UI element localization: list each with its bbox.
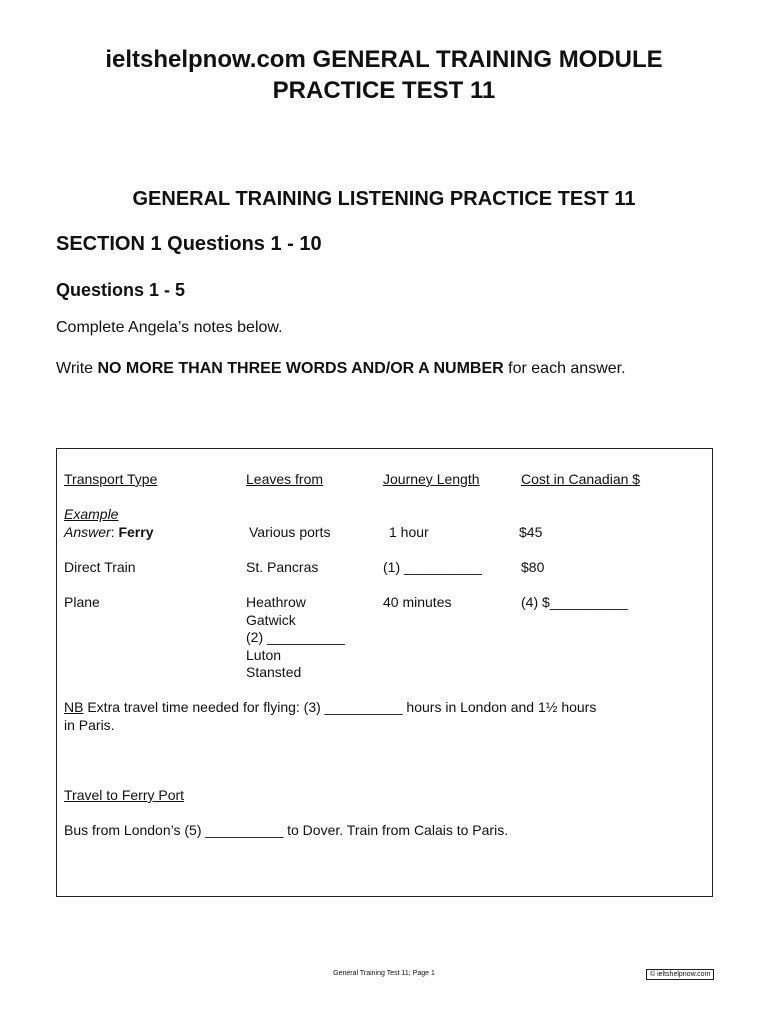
plane-cost-gap-4: (4) $__________	[521, 594, 628, 610]
example-cost: $45	[519, 524, 543, 540]
example-leaves: Various ports	[249, 524, 331, 540]
header-cost: Cost in Canadian $	[521, 471, 641, 487]
example-answer	[64, 524, 154, 542]
word-limit-emphasis: NO MORE THAN THREE WORDS AND/OR A NUMBER	[97, 360, 504, 377]
direct-train-type: Direct Train	[64, 559, 136, 575]
copyright-badge: © ieltshelpnow.com	[646, 969, 714, 980]
plane-airport-stansted: Stansted	[246, 664, 302, 680]
header-leaves-from: Leaves from	[246, 471, 324, 487]
header-transport-type: Transport Type	[64, 471, 158, 487]
instruction-word-limit	[56, 360, 626, 378]
notes-box	[56, 448, 713, 897]
test-subtitle: GENERAL TRAINING LISTENING PRACTICE TEST 11	[132, 188, 636, 210]
document-title-line2: PRACTICE TEST 11	[272, 77, 496, 104]
questions-subheading: Questions 1 - 5	[56, 280, 186, 300]
direct-train-leaves: St. Pancras	[246, 559, 319, 575]
nb-label: NB	[64, 699, 84, 715]
example-length: 1 hour	[389, 524, 429, 540]
nb-text-continued: in Paris.	[64, 716, 115, 733]
plane-type: Plane	[64, 594, 100, 610]
direct-train-cost: $80	[521, 559, 545, 575]
answer-value: Ferry	[118, 524, 154, 540]
ferry-port-heading: Travel to Ferry Port	[64, 787, 185, 803]
instruction-suffix: for each answer.	[503, 360, 626, 377]
plane-airport-heathrow: Heathrow	[246, 594, 306, 610]
example-label: Example	[64, 506, 119, 522]
answer-separator: :	[110, 524, 119, 540]
section-heading: SECTION 1 Questions 1 - 10	[56, 233, 322, 255]
ferry-port-text-gap-5: Bus from London’s (5) __________ to Dover. Train from Calais to Paris.	[64, 822, 509, 838]
nb-note	[64, 699, 596, 717]
plane-airport-luton: Luton	[246, 646, 282, 663]
document-title: ieltshelpnow.com GENERAL TRAINING MODULE	[105, 46, 663, 73]
nb-text-gap-3: Extra travel time needed for flying: (3) __________ hours in London and 1½ hours	[83, 699, 597, 715]
answer-label: Answer	[64, 524, 111, 540]
instruction-complete-notes: Complete Angela’s notes below.	[56, 319, 283, 336]
plane-airport-gap-2: (2) __________	[246, 629, 345, 645]
instruction-prefix: Write	[56, 360, 98, 377]
header-journey-length: Journey Length	[383, 471, 480, 487]
direct-train-length-gap-1: (1) __________	[383, 559, 482, 575]
plane-airport-gatwick: Gatwick	[246, 611, 296, 628]
page-footer: General Training Test 11; Page 1	[333, 970, 435, 977]
plane-length: 40 minutes	[383, 594, 452, 610]
